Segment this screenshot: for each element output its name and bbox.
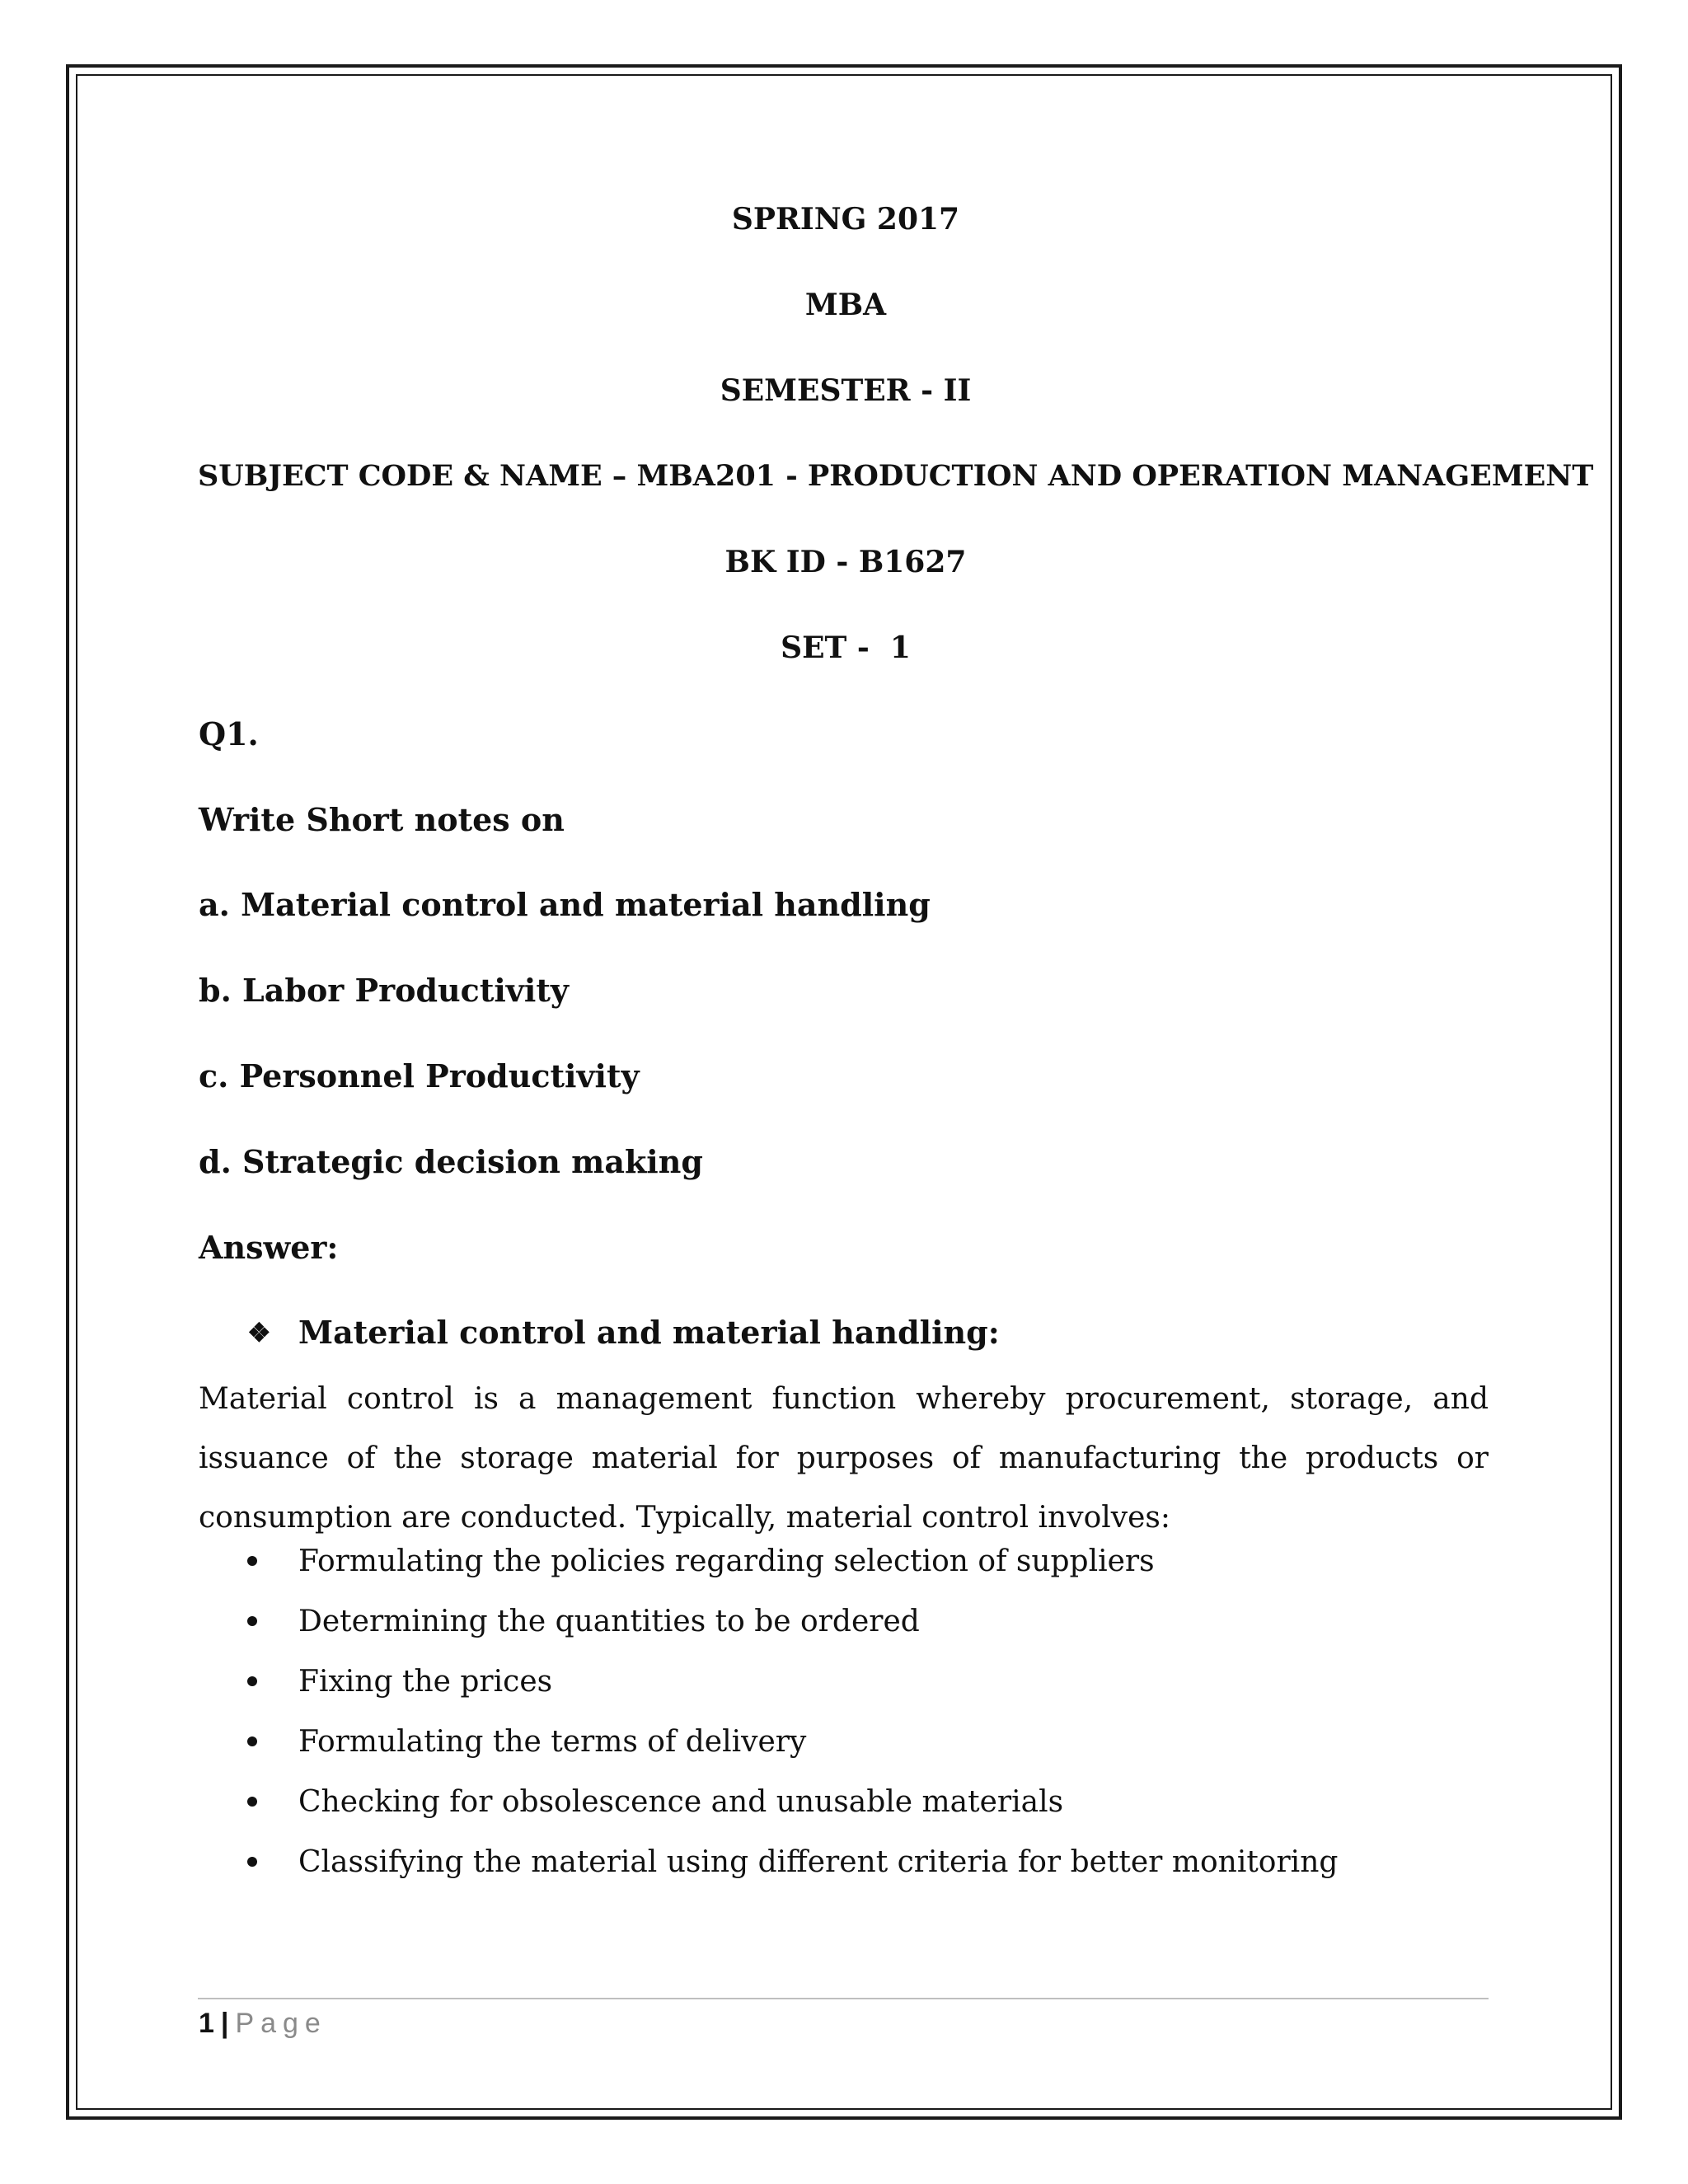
bullet-dot-icon — [247, 1556, 257, 1566]
bullet-dot-icon — [247, 1857, 257, 1867]
list-item-text: Checking for obsolescence and unusable materials — [298, 1785, 1064, 1819]
list-item — [247, 1723, 1484, 1783]
term-heading: SPRING 2017 — [731, 202, 960, 237]
material-control-list — [247, 1543, 1484, 1904]
question-item: c. Personnel Productivity — [199, 1057, 640, 1094]
question-prompt: Write Short notes on — [199, 801, 565, 838]
bullet-dot-icon — [247, 1736, 257, 1746]
section-heading-text: Material control and material handling: — [298, 1314, 1000, 1351]
set-heading: SET - 1 — [781, 630, 911, 665]
bullet-dot-icon — [247, 1616, 257, 1626]
diamond-bullet-icon: ❖ — [247, 1317, 271, 1348]
bullet-dot-icon — [247, 1676, 257, 1686]
list-item — [247, 1663, 1484, 1723]
question-item: a. Material control and material handling — [199, 886, 931, 923]
list-item-text: Determining the quantities to be ordered — [298, 1605, 920, 1638]
list-item-text: Formulating the policies regarding selection of suppliers — [298, 1544, 1155, 1578]
answer-label: Answer: — [199, 1229, 339, 1266]
subject-heading: SUBJECT CODE & NAME – MBA201 - PRODUCTION AND OPERATION MANAGEMENT — [198, 459, 1594, 493]
page-footer — [199, 2006, 327, 2041]
bk-id-heading: BK ID - B1627 — [724, 545, 967, 579]
question-number: Q1. — [199, 715, 259, 752]
list-item-text: Classifying the material using different criteria for better monitoring — [298, 1845, 1339, 1879]
bullet-dot-icon — [247, 1797, 257, 1807]
page-number: 1 — [199, 2008, 214, 2039]
question-item: d. Strategic decision making — [199, 1143, 703, 1180]
program-heading: MBA — [804, 288, 887, 322]
list-item — [247, 1543, 1484, 1603]
list-item — [247, 1844, 1484, 1904]
list-item-text: Fixing the prices — [298, 1665, 553, 1699]
list-item — [247, 1603, 1484, 1663]
answer-paragraph: Material control is a management function whereby procurement, storage, and issuance of the storage material for purposes of manufacturing the products or consumption are conducted. Typically, material control involves: — [199, 1382, 1489, 1535]
footer-divider — [198, 1998, 1489, 1999]
list-item — [247, 1783, 1484, 1844]
list-item-text: Formulating the terms of delivery — [298, 1725, 807, 1759]
semester-heading: SEMESTER - II — [720, 373, 972, 408]
question-item: b. Labor Productivity — [199, 972, 569, 1009]
footer-separator: | — [220, 2008, 229, 2039]
page-label: Page — [235, 2008, 327, 2039]
